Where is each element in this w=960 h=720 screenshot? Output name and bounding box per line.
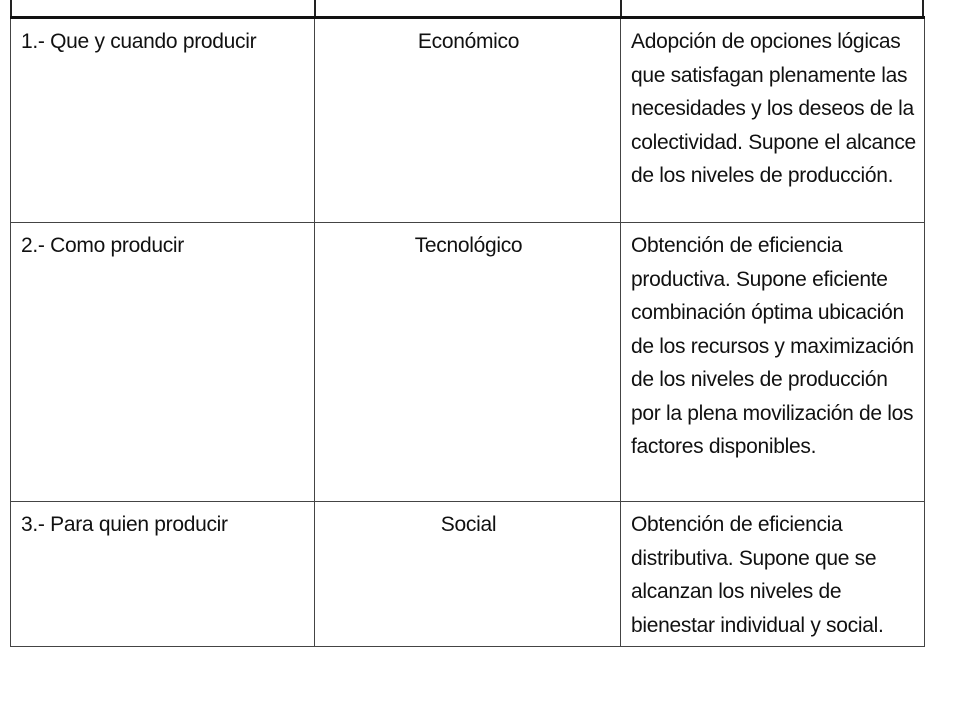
- column-divider: [314, 0, 316, 16]
- question-cell: 3.- Para quien producir: [11, 502, 315, 647]
- description-cell: Obtención de eficiencia distributiva. Supone que se alcanzan los niveles de bienestar individual y social.: [621, 502, 925, 647]
- economic-problems-table: [10, 16, 925, 647]
- question-cell: 2.- Como producir: [11, 223, 315, 502]
- type-cell: Tecnológico: [315, 223, 621, 502]
- type-cell: Social: [315, 502, 621, 647]
- table-row: [11, 223, 925, 502]
- column-divider: [922, 0, 924, 16]
- table-row: [11, 18, 925, 223]
- table-row: [11, 502, 925, 647]
- description-cell: Adopción de opciones lógicas que satisfagan plenamente las necesidades y los deseos de la colectividad. Supone el alcance de los niveles de producción.: [621, 18, 925, 223]
- column-divider: [620, 0, 622, 16]
- question-cell: 1.- Que y cuando producir: [11, 18, 315, 223]
- description-cell: Obtención de eficiencia productiva. Supone eficiente combinación óptima ubicación de los recursos y maximización de los niveles de producción por la plena movilización de los factores disponibles.: [621, 223, 925, 502]
- column-divider: [10, 0, 12, 16]
- type-cell: Económico: [315, 18, 621, 223]
